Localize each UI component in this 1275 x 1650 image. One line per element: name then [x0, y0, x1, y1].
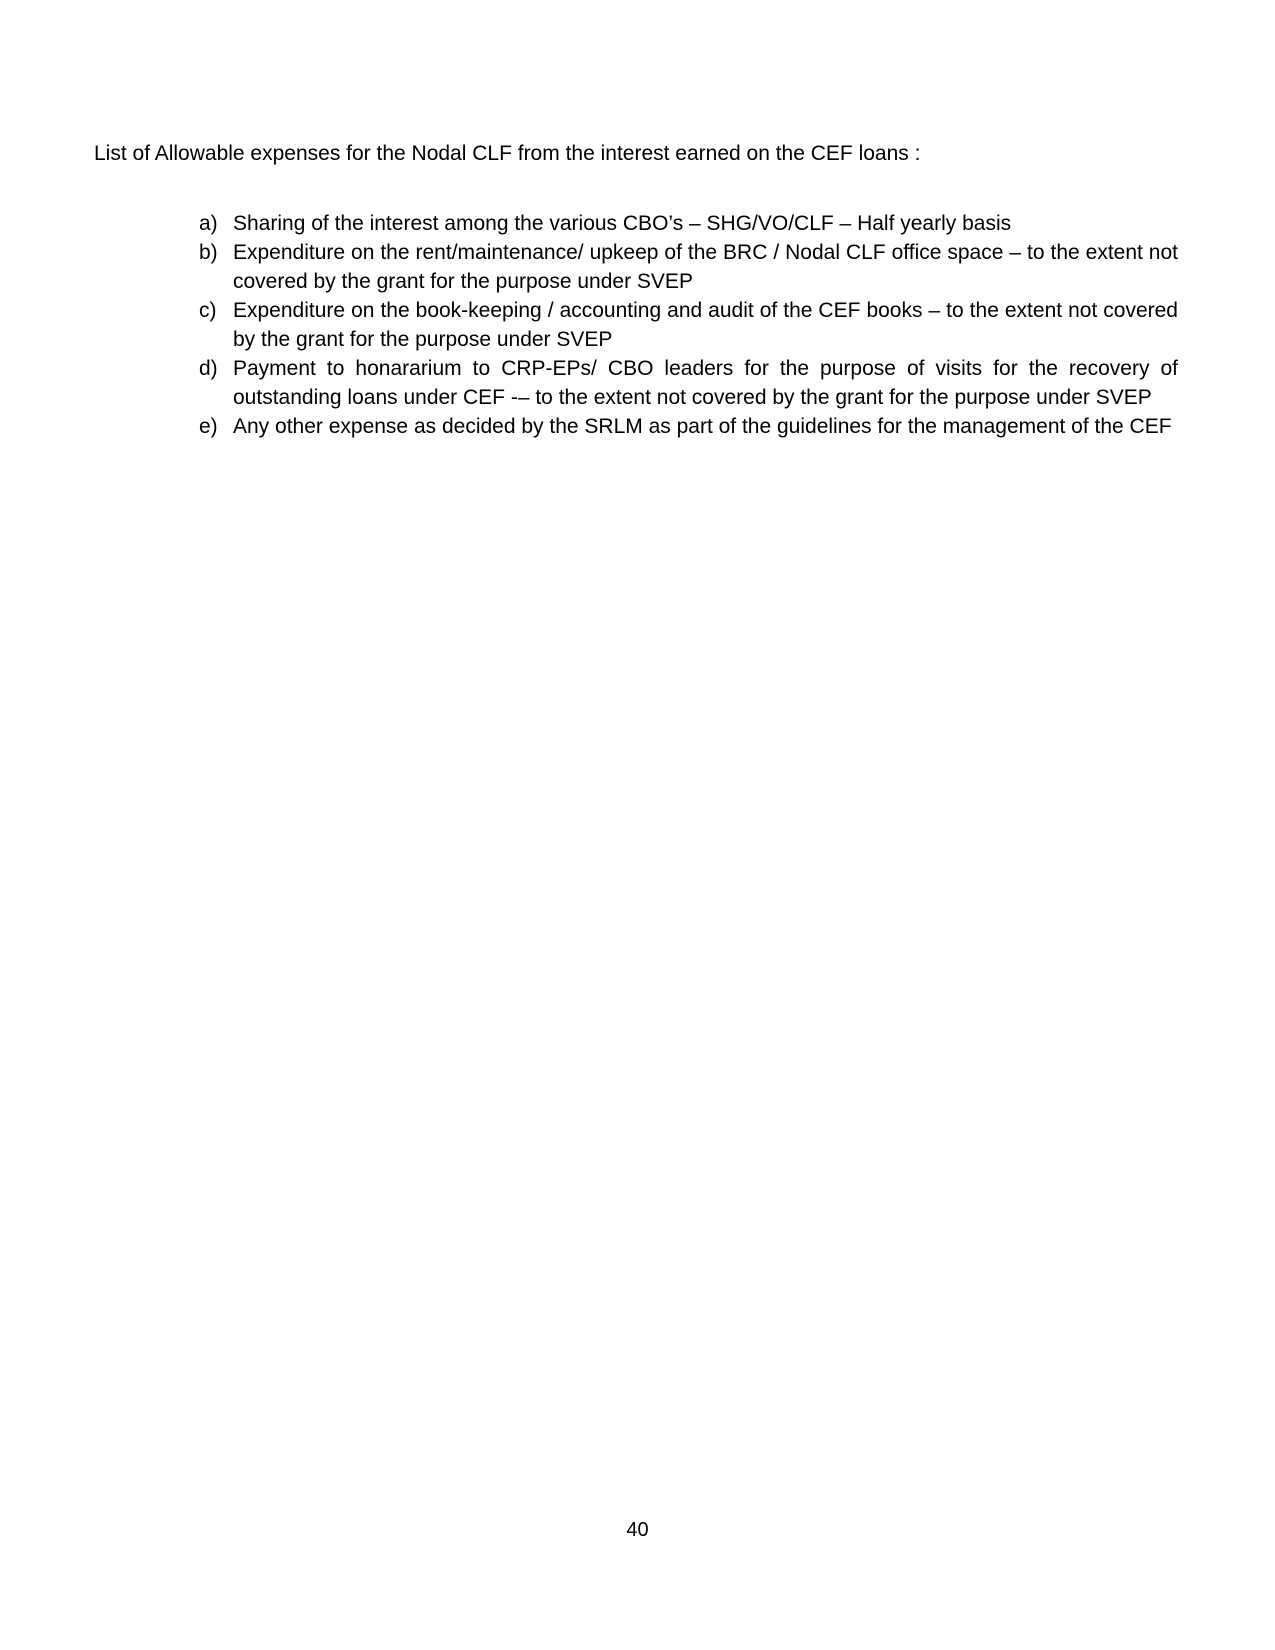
list-item	[199, 296, 1178, 354]
list-marker: c)	[199, 299, 217, 322]
list-item-text: Sharing of the interest among the various CBO’s – SHG/VO/CLF – Half yearly basis	[233, 212, 1012, 235]
list-item-text: Expenditure on the rent/maintenance/ upkeep of the BRC / Nodal CLF office space – to the extent not covered by the grant for the purpose under SVEP	[233, 241, 1178, 293]
page-title: List of Allowable expenses for the Nodal CLF from the interest earned on the CEF loans :	[94, 142, 921, 165]
list-item	[199, 412, 1178, 441]
list-marker: b)	[199, 241, 218, 264]
list-item	[199, 209, 1178, 238]
list-item-text: Expenditure on the book-keeping / accounting and audit of the CEF books – to the extent not covered by the grant for the purpose under SVEP	[233, 299, 1178, 351]
list-marker: a)	[199, 212, 218, 235]
page-number: 40	[626, 1519, 649, 1541]
list-item	[199, 238, 1178, 296]
list-marker: e)	[199, 415, 218, 438]
expense-list	[199, 209, 1178, 441]
list-item	[199, 354, 1178, 412]
list-marker: d)	[199, 357, 218, 380]
list-item-text: Any other expense as decided by the SRLM as part of the guidelines for the management of the CEF	[233, 415, 1172, 438]
list-item-text: Payment to honararium to CRP-EPs/ CBO leaders for the purpose of visits for the recovery of outstanding loans under CEF -– to the extent not covered by the grant for the purpose under SVEP	[233, 357, 1178, 409]
